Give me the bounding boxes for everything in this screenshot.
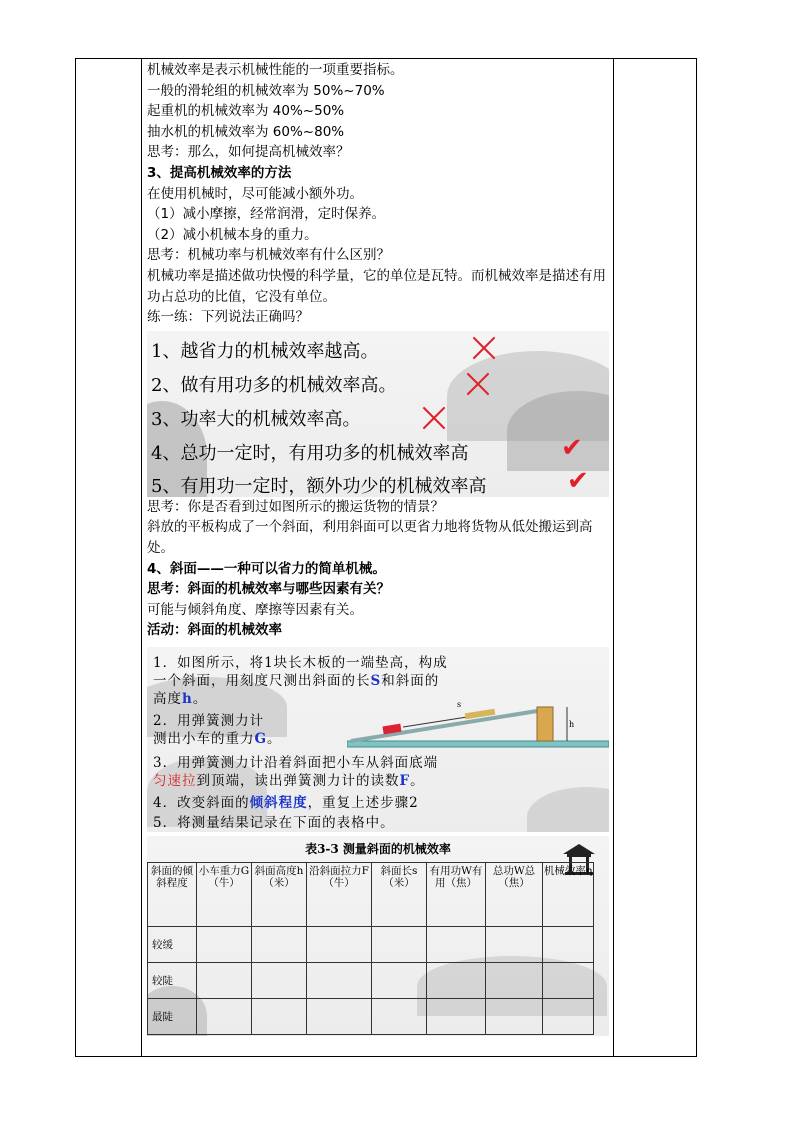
table-cell[interactable]: [307, 998, 372, 1034]
activity-title: 活动：斜面的机械效率: [147, 622, 282, 639]
table-cell[interactable]: [486, 962, 543, 998]
text-line: 练一练：下列说法正确吗？: [147, 309, 309, 326]
table-cell[interactable]: [486, 998, 543, 1034]
text-line: 在使用机械时，尽可能减小额外功。: [147, 185, 363, 202]
table-row: [148, 962, 594, 998]
table-header: 沿斜面拉力F（牛）: [307, 862, 372, 926]
text-line: 机械效率是表示机械性能的一项重要指标。: [147, 62, 404, 78]
think-question: 思考：斜面的机械效率与哪些因素有关？: [147, 581, 390, 598]
table-cell[interactable]: [427, 962, 486, 998]
table-cell[interactable]: [372, 962, 427, 998]
step-4: 4．改变斜面的倾斜程度，重复上述步骤2: [153, 794, 419, 811]
figure-label-h: h: [569, 719, 575, 729]
table-cell[interactable]: [372, 998, 427, 1034]
lesson-content: [147, 60, 609, 1036]
text-line: （1）减小摩擦，经常润滑，定时保养。: [147, 206, 386, 223]
table-header: 有用功W有用（焦）: [427, 862, 486, 926]
table-cell[interactable]: [252, 926, 307, 962]
wrong-mark-icon: [465, 371, 491, 397]
paragraph: 斜放的平板构成了一个斜面，利用斜面可以更省力地将货物从低处搬运到高处。: [147, 519, 593, 556]
correct-mark-icon: ✔: [561, 432, 583, 463]
table-cell[interactable]: [543, 998, 594, 1034]
figure-label-s: s: [457, 699, 462, 709]
table-cell[interactable]: [372, 926, 427, 962]
table-row: [148, 998, 594, 1034]
paragraph: 机械功率是描述做功快慢的科学量，它的单位是瓦特。而机械效率是描述有用功占总功的比值，它没有单位。: [147, 267, 606, 305]
table-header: 机械效率η: [543, 862, 594, 926]
step-2-cont: 测出小车的重力G。: [153, 730, 282, 747]
table-cell[interactable]: [543, 962, 594, 998]
data-table-slide: [147, 836, 609, 1036]
step-2: 2．用弹簧测力计: [153, 712, 265, 729]
table-cell[interactable]: [486, 926, 543, 962]
section-heading: 4、斜面——一种可以省力的简单机械。: [147, 560, 386, 577]
quiz-slide: [147, 331, 609, 497]
table-cell[interactable]: [307, 926, 372, 962]
table-cell[interactable]: [197, 962, 252, 998]
step-1-cont: 高度h。: [153, 690, 208, 707]
text-line: 可能与倾斜角度、摩擦等因素有关。: [147, 601, 363, 618]
text-line: 思考：你是否看到过如图所示的搬运货物的情景？: [147, 498, 444, 515]
column-divider-right: [613, 58, 614, 1057]
quiz-statement: 2、做有用功多的机械效率高。: [151, 374, 397, 396]
section-heading: 3、提高机械效率的方法: [147, 164, 292, 181]
correct-mark-icon: ✔: [567, 465, 589, 496]
text-line: 一般的滑轮组的机械效率为 50%~70%: [147, 82, 385, 99]
table-cell[interactable]: [427, 926, 486, 962]
wrong-mark-icon: [421, 405, 447, 431]
quiz-statement: 3、功率大的机械效率高。: [151, 408, 361, 430]
text-line: 抽水机的机械效率为 60%~80%: [147, 123, 345, 140]
row-label: 最陡: [148, 998, 197, 1034]
table-cell[interactable]: [427, 998, 486, 1034]
quiz-statement: 4、总功一定时，有用功多的机械效率高: [151, 442, 469, 464]
row-label: 较缓: [148, 926, 197, 962]
table-cell[interactable]: [197, 998, 252, 1034]
incline-diagram: [347, 697, 609, 757]
table-caption: 表3-3 测量斜面的机械效率: [305, 841, 451, 856]
table-cell[interactable]: [252, 998, 307, 1034]
measurement-table: [147, 862, 594, 1035]
step-3: 3．用弹簧测力计沿着斜面把小车从斜面底端: [153, 754, 439, 771]
table-row: [148, 926, 594, 962]
activity-slide: [147, 647, 609, 832]
table-cell[interactable]: [543, 926, 594, 962]
quiz-statement: 5、有用功一定时，额外功少的机械效率高: [151, 475, 487, 497]
wrong-mark-icon: [471, 335, 497, 361]
table-cell[interactable]: [197, 926, 252, 962]
table-header: 斜面高度h（米）: [252, 862, 307, 926]
table-cell[interactable]: [252, 962, 307, 998]
table-header: 总功W总（焦）: [486, 862, 543, 926]
text-line: 起重机的机械效率为 40%~50%: [147, 103, 345, 120]
step-1-cont: 一个斜面，用刻度尺测出斜面的长S和斜面的: [153, 672, 440, 689]
table-header: 斜面长s（米）: [372, 862, 427, 926]
column-divider-left: [141, 58, 142, 1057]
step-5: 5．将测量结果记录在下面的表格中。: [153, 814, 395, 831]
text-line: （2）减小机械本身的重力。: [147, 226, 318, 243]
table-header: 小车重力G（牛）: [197, 862, 252, 926]
text-line: 思考：那么，如何提高机械效率？: [147, 144, 350, 161]
text-line: 思考：机械功率与机械效率有什么区别？: [147, 247, 390, 264]
step-1: 1．如图所示，将1块长木板的一端垫高，构成: [153, 654, 448, 671]
row-label: 较陡: [148, 962, 197, 998]
quiz-statement: 1、越省力的机械效率越高。: [151, 340, 379, 362]
step-3-cont: 匀速拉到顶端，读出弹簧测力计的读数F。: [153, 772, 425, 789]
table-header: 斜面的倾斜程度: [148, 862, 197, 926]
table-cell[interactable]: [307, 962, 372, 998]
